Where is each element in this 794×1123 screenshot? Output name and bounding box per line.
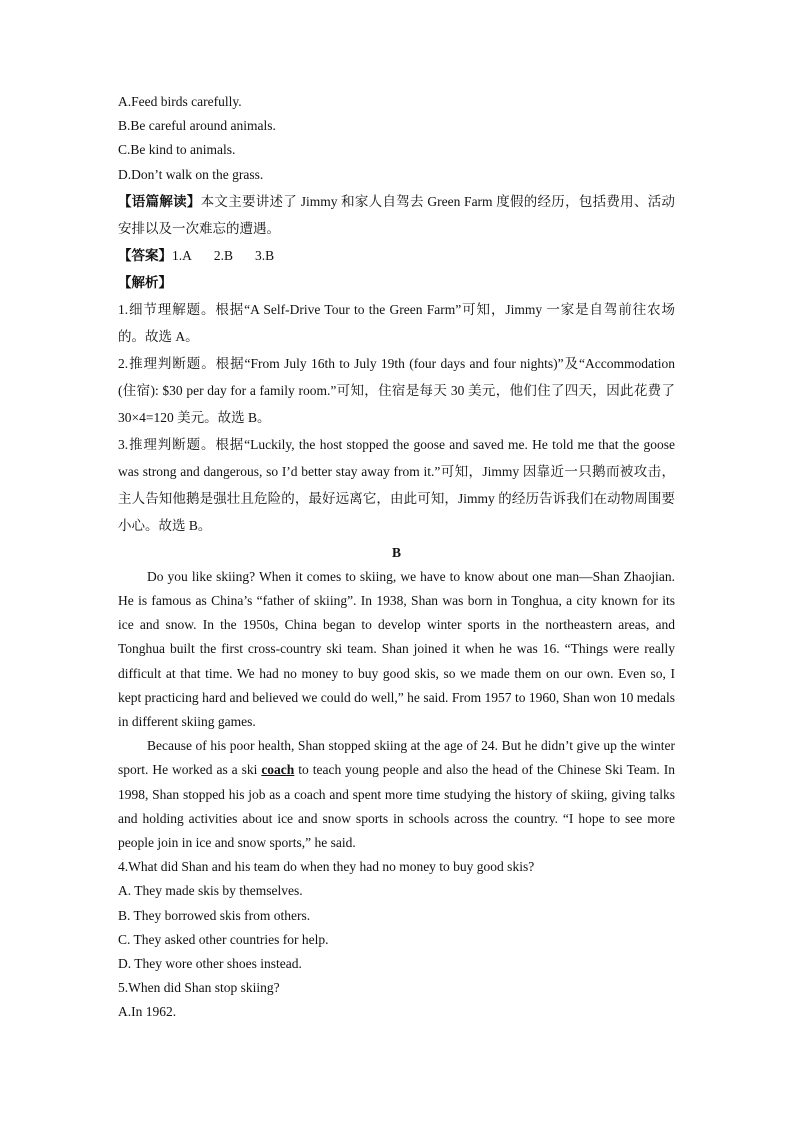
passage-paragraph-2	[118, 734, 675, 855]
q4-option-c: C. They asked other countries for help.	[118, 931, 329, 947]
paragraph-2-after: to teach young people and also the head of the Chinese Ski Team. In 1998, Shan stopped his job as a coach and spent more time studying the history of skiing, giving talks and holding activities about ice and snow sports in schools across the country. “I hope to see more people join in ice and snow sports,” he said.	[118, 762, 675, 851]
passage-heading: B	[391, 544, 401, 560]
previous-question-options	[118, 90, 675, 187]
question-4-stem: 4.What did Shan and his team do when they had no money to buy good skis?	[118, 859, 535, 875]
option-b: B.Be careful around animals.	[118, 118, 276, 134]
summary-label: 【语篇解读】	[118, 193, 201, 209]
option-a: A.Feed birds carefully.	[118, 94, 242, 109]
passage-paragraph-1: Do you like skiing? When it comes to skiing, we have to know about one man—Shan Zhaojian. He is famous as China’s “father of skiing”. In 1938, Shan was born in Tonghua, a city known for its ice and snow. In the 1950s, China began to develop winter sports in the northeastern areas, and Tonghua built the first cross-country ski team. Shan joined it when he was 16. “Things were really difficult at that time. We had no money to buy good skis, so we made them on our own. Even so, I kept practicing hard and believed we could do well,” he said. From 1957 to 1960, Shan won 10 medals in different skiing games.	[118, 568, 675, 730]
analysis-item-3: 3.推理判断题。根据“Luckily, the host stopped the goose and saved me. He told me that the goose was strong and dangerous, so I’d better stay away from it.”可知，Jimmy 因靠近一只鹅而被攻击，主人告知他鹅是强壮且危险的，最好远离它，由此可知，Jimmy 的经历告诉我们在动物周围要小心。故选 B。	[118, 436, 675, 533]
answer-line	[118, 242, 675, 269]
summary-section	[118, 188, 675, 242]
analysis-label: 【解析】	[118, 274, 172, 290]
paragraph-2-before: Because of his poor health, Shan stopped skiing at the age of 24. But he didn’t give up the winter sport. He worked as a ski	[118, 738, 675, 778]
answer-3: 3.B	[255, 247, 275, 263]
question-5-stem: 5.When did Shan stop skiing?	[118, 980, 280, 996]
question-5	[118, 976, 675, 1024]
summary-text: 本文主要讲述了 Jimmy 和家人自驾去 Green Farm 度假的经历，包括费用、活动安排以及一次难忘的遭遇。	[118, 193, 676, 236]
document-page	[118, 90, 675, 1025]
q4-option-d: D. They wore other shoes instead.	[118, 956, 302, 972]
question-4	[118, 855, 675, 976]
answer-1: 1.A	[172, 247, 192, 263]
q4-option-a: A. They made skis by themselves.	[118, 883, 303, 899]
answer-label: 【答案】	[118, 247, 172, 263]
analysis-item-2: 2.推理判断题。根据“From July 16th to July 19th (four days and four nights)”及“Accommodation (住宿): $30 per day for a family room.”可知，住宿是每天 30 美元，他们住了四天，因此花费了 30×4=120 美元。故选 B。	[118, 355, 675, 425]
option-d: D.Don’t walk on the grass.	[118, 166, 264, 182]
q5-option-a: A.In 1962.	[118, 1004, 177, 1020]
q4-option-b: B. They borrowed skis from others.	[118, 907, 311, 923]
analysis-item-1: 1.细节理解题。根据“A Self-Drive Tour to the Green Farm”可知，Jimmy 一家是自驾前往农场的。故选 A。	[118, 301, 675, 344]
keyword-coach: coach	[261, 762, 295, 778]
answer-2: 2.B	[213, 247, 234, 263]
option-c: C.Be kind to animals.	[118, 142, 236, 158]
